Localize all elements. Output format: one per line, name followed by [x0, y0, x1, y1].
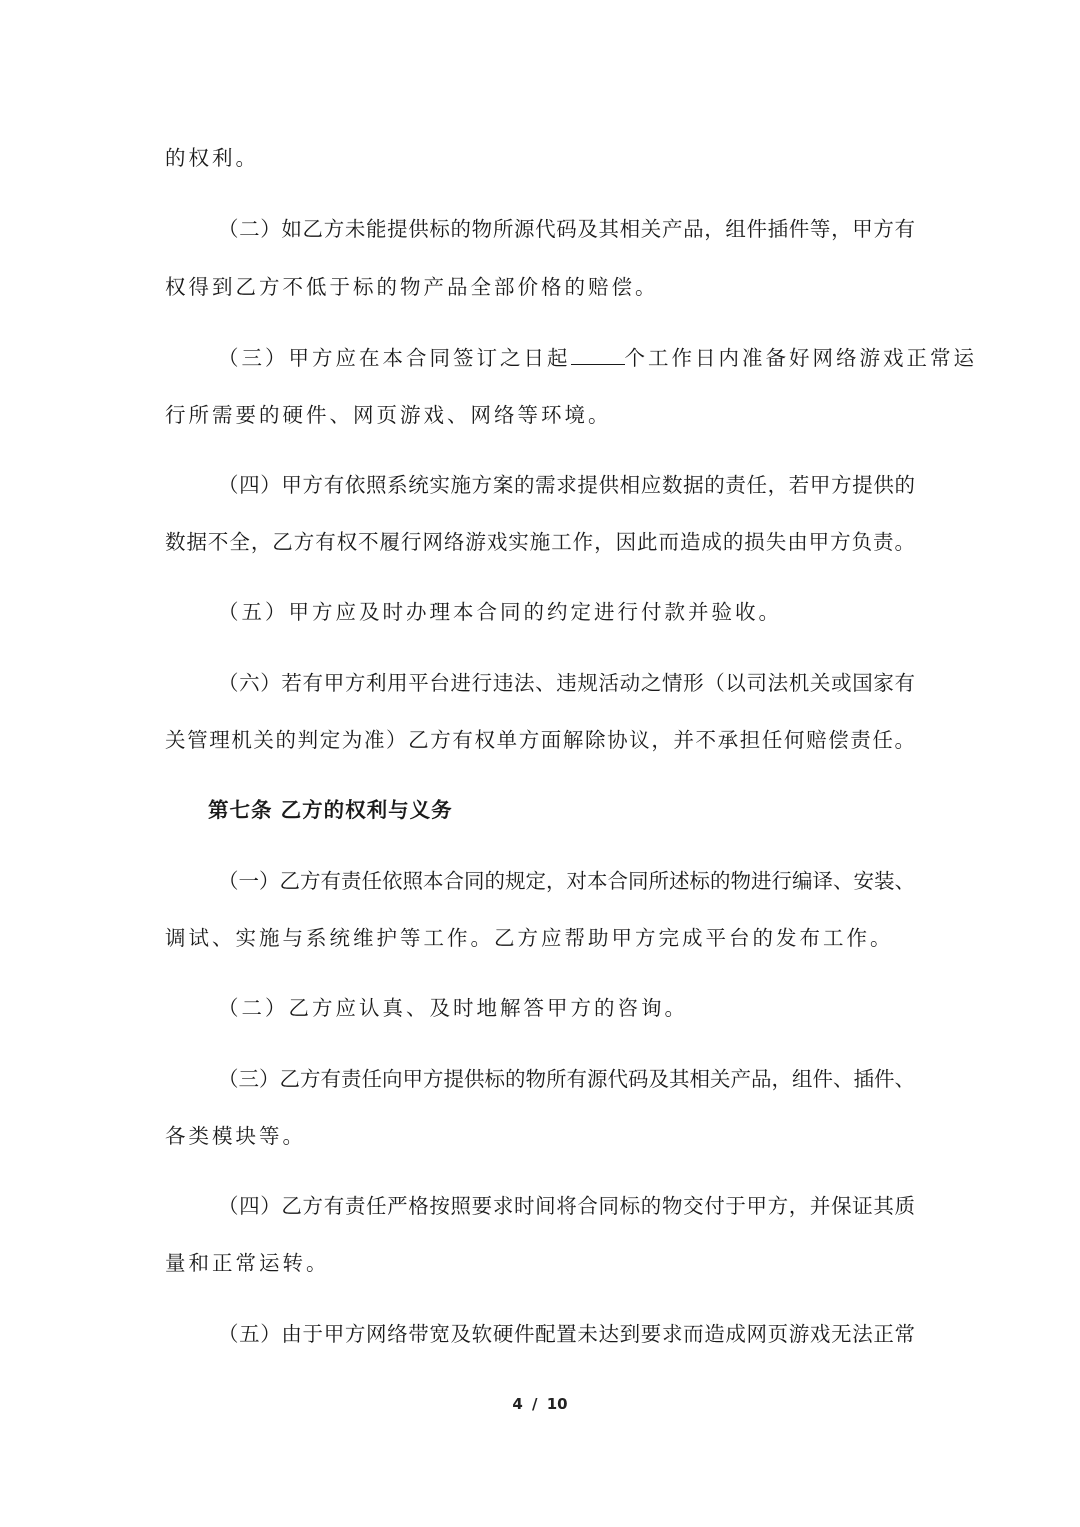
paragraph-line: 权得到乙方不低于标的物产品全部价格的赔偿。	[165, 275, 659, 299]
paragraph-line: 调试、实施与系统维护等工作。乙方应帮助甲方完成平台的发布工作。	[165, 926, 894, 950]
paragraph-line: 关管理机关的判定为准）乙方有权单方面解除协议，并不承担任何赔偿责任。	[165, 728, 915, 752]
paragraph-line: 数据不全，乙方有权不履行网络游戏实施工作，因此而造成的损失由甲方负责。	[165, 530, 915, 554]
paragraph-line: （五）由于甲方网络带宽及软硬件配置未达到要求而造成网页游戏无法正常	[218, 1322, 915, 1346]
paragraph-line: 量和正常运转。	[165, 1251, 330, 1275]
paragraph-line: （六）若有甲方利用平台进行违法、违规活动之情形（以司法机关或国家有	[218, 671, 915, 695]
paragraph-line: （五）甲方应及时办理本合同的约定进行付款并验收。	[218, 600, 782, 624]
paragraph-line: 行所需要的硬件、网页游戏、网络等环境。	[165, 403, 612, 427]
paragraph-line: 的权利。	[165, 146, 259, 170]
paragraph-line: （三）乙方有责任向甲方提供标的物所有源代码及其相关产品，组件、插件、	[218, 1067, 915, 1091]
text-segment: （三）甲方应在本合同签订之日起	[218, 346, 571, 370]
paragraph-line: （四）甲方有依照系统实施方案的需求提供相应数据的责任，若甲方提供的	[218, 473, 915, 497]
paragraph-line: （二）如乙方未能提供标的物所源代码及其相关产品，组件插件等，甲方有	[218, 217, 915, 241]
fill-in-blank	[571, 344, 625, 365]
section-heading: 第七条 乙方的权利与义务	[208, 798, 453, 822]
paragraph-line: （一）乙方有责任依照本合同的规定，对本合同所述标的物进行编译、安装、	[218, 869, 915, 893]
paragraph-line-with-blank	[218, 343, 977, 373]
paragraph-line: 各类模块等。	[165, 1124, 306, 1148]
paragraph-line: （四）乙方有责任严格按照要求时间将合同标的物交付于甲方，并保证其质	[218, 1194, 915, 1218]
text-segment: 个工作日内准备好网络游戏正常运	[624, 346, 977, 370]
paragraph-line: （二）乙方应认真、及时地解答甲方的咨询。	[218, 996, 688, 1020]
page-number: 4 / 10	[512, 1395, 568, 1413]
